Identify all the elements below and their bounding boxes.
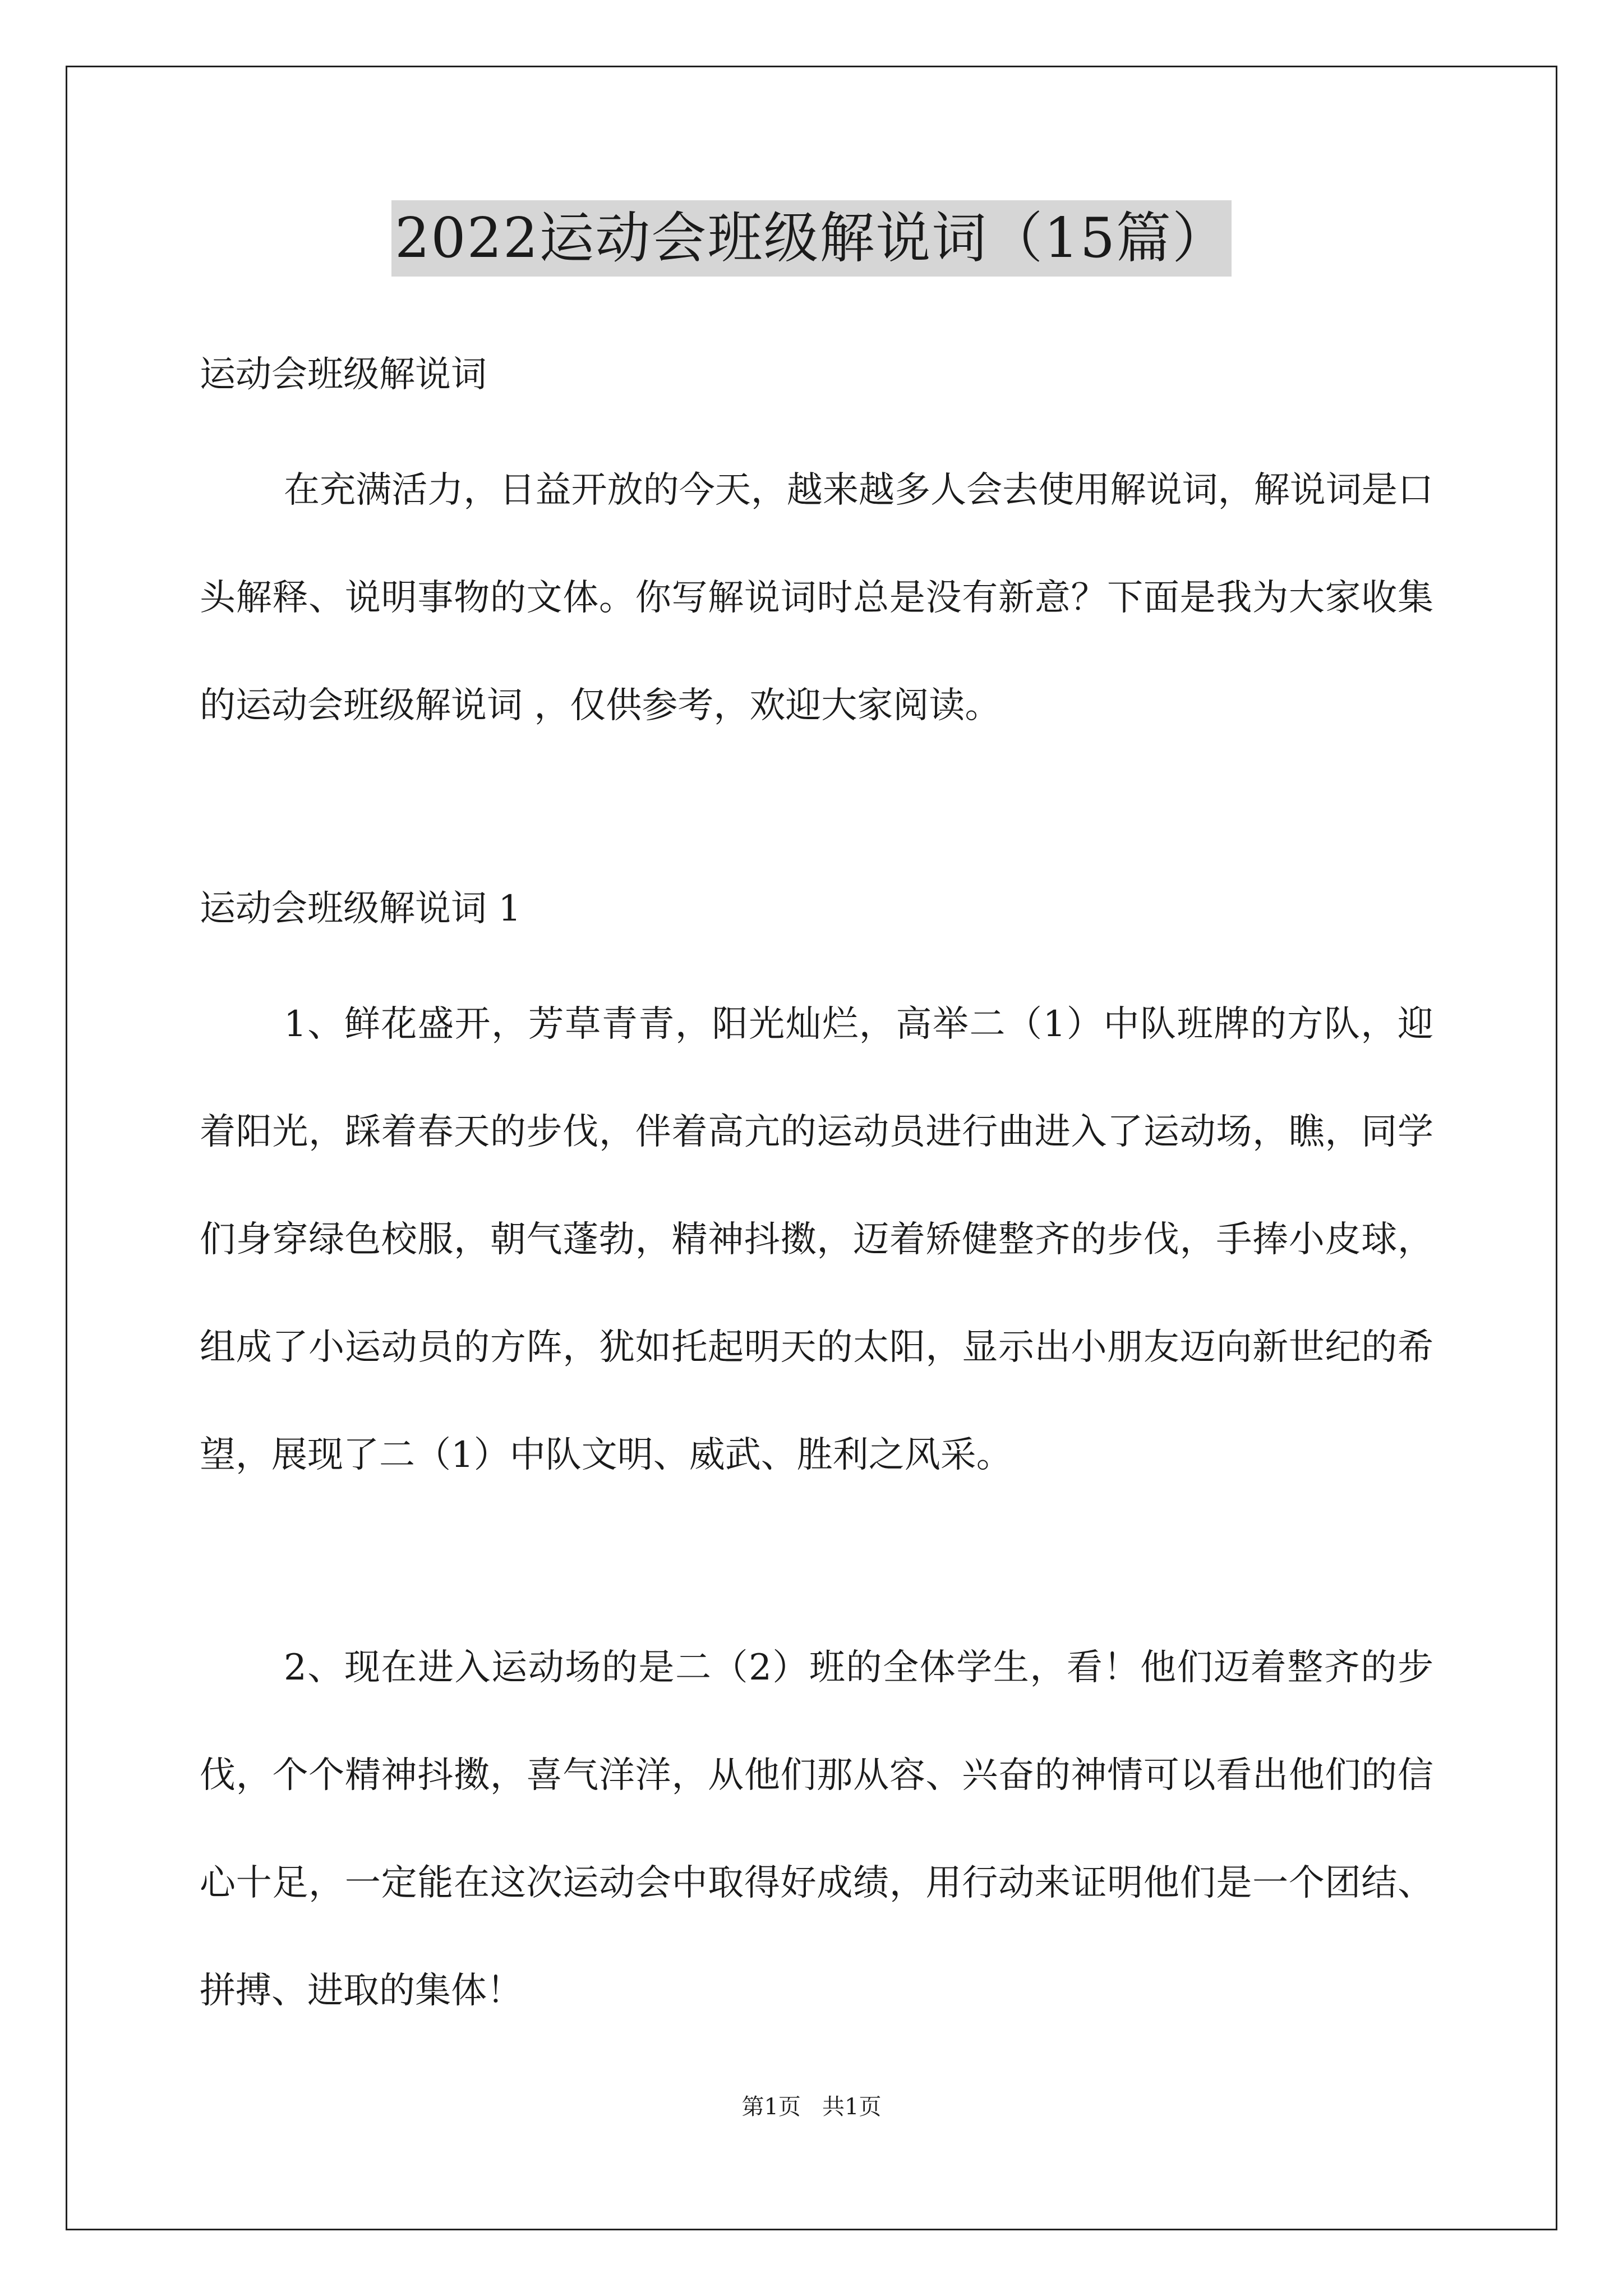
- section-heading: 运动会班级解说词 1: [200, 888, 522, 930]
- intro-paragraph: 在充满活力，日益开放的今天，越来越多人会去使用解说词，解说词是口头解释、说明事物的文体。你写解说词时总是没有新意？下面是我为大家收集的运动会班级解说词 ，仅供参考，欢迎大家阅读。: [200, 470, 1433, 726]
- page-footer: 第1页 共1页: [741, 2094, 882, 2120]
- intro-heading: 运动会班级解说词: [200, 354, 487, 395]
- document-title: 2022运动会班级解说词（15篇）: [391, 200, 1232, 277]
- body-paragraph-1: 1、鲜花盛开，芳草青青，阳光灿烂，高举二（1）中队班牌的方队，迎着阳光，踩着春天的步伐，伴着高亢的运动员进行曲进入了运动场，瞧，同学们身穿绿色校服，朝气蓬勃，精神抖擞，迈着矫健整齐的步伐，手捧小皮球，组成了小运动员的方阵，犹如托起明天的太阳，显示出小朋友迈向新世纪的希望，展现了二（1）中队文明、威武、胜利之风采。: [200, 1004, 1433, 1476]
- body-paragraph-2: 2、现在进入运动场的是二（2）班的全体学生，看！他们迈着整齐的步伐，个个精神抖擞，喜气洋洋，从他们那从容、兴奋的神情可以看出他们的信心十足，一定能在这次运动会中取得好成绩，用行动来证明他们是一个团结、拼搏、进取的集体！: [200, 1647, 1433, 2012]
- title-container: [0, 200, 1623, 277]
